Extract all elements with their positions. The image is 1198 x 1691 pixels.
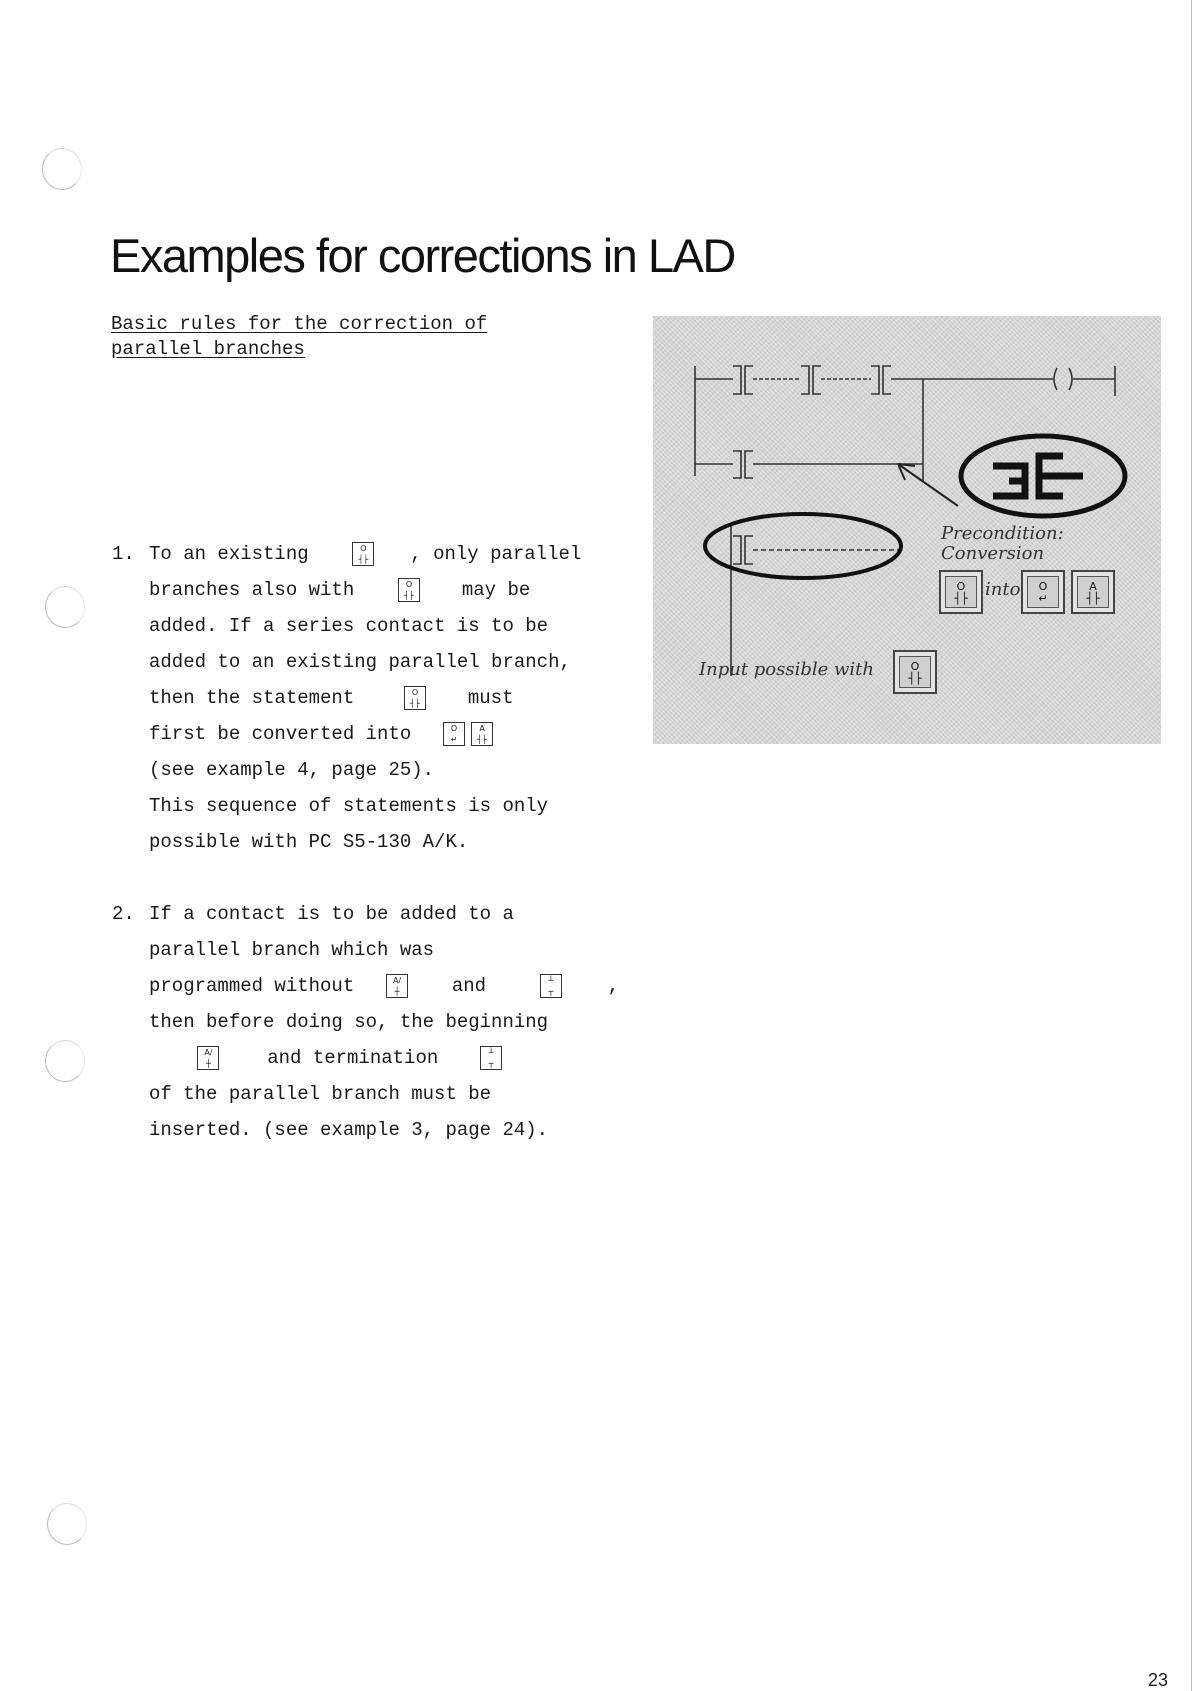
branch-end-key-icon: ┴ ┬ bbox=[480, 1046, 502, 1070]
into-label: into bbox=[985, 579, 1021, 600]
item-text: of the parallel branch must be bbox=[149, 1083, 492, 1105]
punch-hole bbox=[42, 148, 82, 190]
o-enter-key-icon: O ↵ bbox=[443, 722, 465, 746]
item-text: , only parallel bbox=[410, 543, 582, 565]
o-parallel-key-icon: O ┤├ bbox=[352, 542, 374, 566]
item-text: (see example 4, page 25). bbox=[149, 759, 435, 781]
punch-hole bbox=[47, 1503, 87, 1545]
o-parallel-key-icon: O ┤├ bbox=[404, 686, 426, 710]
coil-symbol bbox=[1054, 368, 1057, 390]
punch-hole bbox=[45, 586, 85, 628]
punch-hole bbox=[45, 1040, 85, 1082]
contact-symbol bbox=[733, 536, 741, 564]
contact-symbol bbox=[813, 366, 821, 394]
subheading-line: Basic rules for the correction of bbox=[111, 313, 488, 335]
item-text: possible with PC S5-130 A/K. bbox=[149, 831, 469, 853]
item-text: added to an existing parallel branch, bbox=[149, 651, 571, 673]
contact-symbol bbox=[871, 366, 879, 394]
arrow-line bbox=[898, 464, 958, 506]
contact-symbol bbox=[801, 366, 809, 394]
a-series-key-icon: A ┤├ bbox=[471, 722, 493, 746]
contact-symbol bbox=[745, 366, 753, 394]
branch-end-key-icon: ┴ ┬ bbox=[540, 974, 562, 998]
item-text: If a contact is to be added to a bbox=[149, 903, 514, 925]
item-text: may be bbox=[461, 579, 531, 601]
o-parallel-key-icon: O ┤├ bbox=[398, 578, 420, 602]
item-text: and bbox=[451, 975, 487, 997]
subheading-line: parallel branches bbox=[111, 338, 305, 360]
coil-symbol bbox=[1069, 368, 1072, 390]
branch-begin-key-icon: A/ ┼ bbox=[386, 974, 408, 998]
item-text: first be converted into bbox=[149, 723, 412, 745]
branch-begin-key-icon: A/ ┼ bbox=[197, 1046, 219, 1070]
item-text: added. If a series contact is to be bbox=[149, 615, 549, 637]
page-edge bbox=[1191, 0, 1192, 1691]
input-possible-label: Input possible with bbox=[699, 659, 875, 680]
item-text: inserted. (see example 3, page 24). bbox=[149, 1119, 549, 1141]
contact-symbol bbox=[745, 536, 753, 564]
o-parallel-key-icon: O ┤├ bbox=[939, 570, 983, 614]
item-text: then the statement bbox=[149, 687, 355, 709]
contact-symbol bbox=[745, 451, 753, 478]
item-text: then before doing so, the beginning bbox=[149, 1011, 549, 1033]
page-number: 23 bbox=[1147, 1670, 1168, 1690]
item-number: 2. bbox=[112, 903, 135, 925]
o-enter-key-icon: O ↵ bbox=[1021, 570, 1065, 614]
precondition-label: Precondition: bbox=[941, 523, 1064, 544]
o-parallel-key-icon: O ┤├ bbox=[893, 650, 937, 694]
large-contact-symbol bbox=[993, 456, 1083, 496]
item-text: This sequence of statements is only bbox=[149, 795, 549, 817]
contact-symbol bbox=[733, 451, 741, 478]
section-subheading bbox=[111, 312, 531, 362]
item-text: , bbox=[607, 975, 620, 997]
contact-symbol bbox=[733, 366, 741, 394]
a-series-key-icon: A ┤├ bbox=[1071, 570, 1115, 614]
conversion-label: Conversion bbox=[941, 543, 1045, 564]
item-text: programmed without bbox=[149, 975, 355, 997]
highlight-ellipse-branch bbox=[705, 514, 901, 578]
item-text: must bbox=[467, 687, 514, 709]
item-number: 1. bbox=[112, 543, 135, 565]
page-title: Examples for corrections in LAD bbox=[110, 229, 735, 282]
contact-symbol bbox=[883, 366, 891, 394]
item-text: and termination bbox=[267, 1047, 439, 1069]
item-text: parallel branch which was bbox=[149, 939, 435, 961]
ladder-diagram-figure bbox=[653, 316, 1161, 744]
item-text: To an existing bbox=[149, 543, 309, 565]
item-text: branches also with bbox=[149, 579, 355, 601]
